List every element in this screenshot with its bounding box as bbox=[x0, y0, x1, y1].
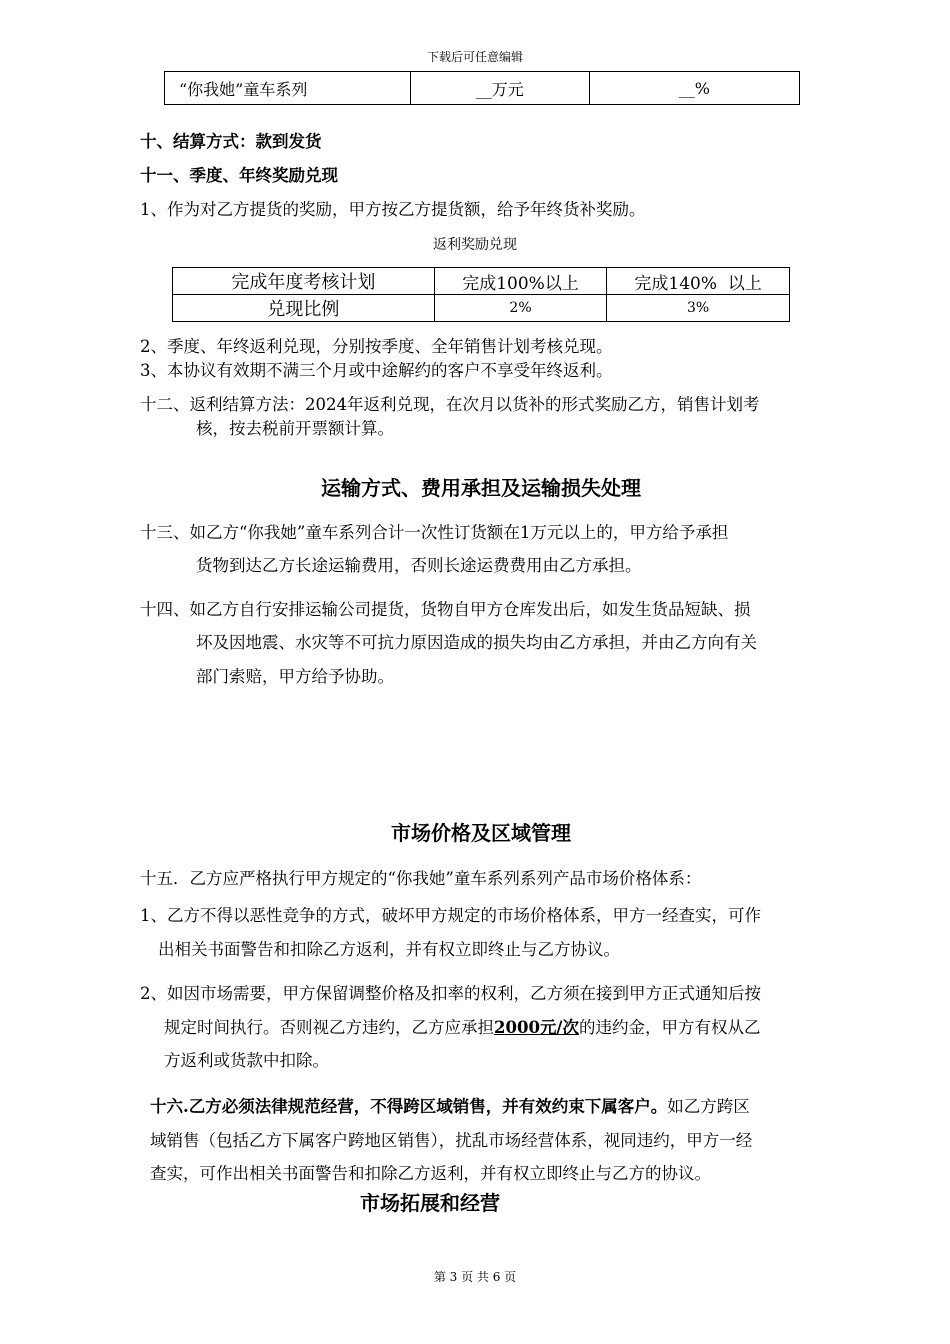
table-row bbox=[173, 268, 790, 295]
table-cell: 完成100%以上 bbox=[434, 268, 606, 295]
market-item-2-text-c: 的违约金，甲方有权从乙 bbox=[578, 1018, 761, 1037]
amount-cell: __万元 bbox=[410, 72, 589, 105]
section-13-line-2: 货物到达乙方长途运输费用，否则长途运费费用由乙方承担。 bbox=[196, 556, 642, 575]
section-11-item-1: 1、作为对乙方提货的奖励，甲方按乙方提货额，给予年终货补奖励。 bbox=[140, 200, 646, 219]
market-heading: 市场价格及区域管理 bbox=[391, 821, 571, 845]
product-cell: “你我她”童车系列 bbox=[165, 72, 411, 105]
section-11-item-3: 3、本协议有效期不满三个月或中途解约的客户不享受年终返利。 bbox=[140, 361, 613, 380]
section-13-line-1: 十三、如乙方“你我她”童车系列合计一次性订货额在1万元以上的，甲方给予承担 bbox=[140, 523, 729, 542]
market-item-1-line-1: 1、乙方不得以恶性竞争的方式，破坏甲方规定的市场价格体系，甲方一经查实，可作 bbox=[140, 906, 761, 925]
section-16-line-2: 域销售（包括乙方下属客户跨地区销售），扰乱市场经营体系，视同违约，甲方一经 bbox=[150, 1131, 753, 1150]
market-item-2-line-2 bbox=[164, 1014, 760, 1038]
table-cell: 完成140% 以上 bbox=[607, 268, 790, 295]
penalty-amount: 2000元/次 bbox=[494, 1018, 579, 1037]
section-16-bold: 十六.乙方必须法律规范经营，不得跨区域销售，并有效约束下属客户。 bbox=[150, 1097, 668, 1116]
header-note: 下载后可任意编辑 bbox=[426, 50, 523, 64]
market-item-2-line-3: 方返利或货款中扣除。 bbox=[164, 1051, 329, 1070]
section-15: 十五．乙方应严格执行甲方规定的“你我她”童车系列系列产品市场价格体系： bbox=[140, 869, 702, 888]
market-item-2-text-a: 规定时间执行。否则视乙方违约，乙方应承担 bbox=[164, 1018, 494, 1037]
page-number: 第 3 页 共 6 页 bbox=[433, 1270, 517, 1284]
table-row bbox=[165, 72, 800, 105]
percent-cell: __% bbox=[589, 72, 799, 105]
table-cell: 2% bbox=[434, 295, 606, 322]
section-14-line-1: 十四、如乙方自行安排运输公司提货，货物自甲方仓库发出后，如发生货品短缺、损 bbox=[140, 600, 751, 619]
section-12-line-1: 十二、返利结算方法：2024年返利兑现，在次月以货补的形式奖励乙方，销售计划考 bbox=[140, 395, 760, 414]
table-cell: 兑现比例 bbox=[173, 295, 435, 322]
transport-heading: 运输方式、费用承担及运输损失处理 bbox=[321, 476, 641, 500]
expansion-heading: 市场拓展和经营 bbox=[360, 1191, 500, 1215]
rebate-table-caption: 返利奖励兑现 bbox=[433, 237, 517, 253]
market-item-2-line-1: 2、如因市场需要，甲方保留调整价格及扣率的权利，乙方须在接到甲方正式通知后按 bbox=[140, 984, 761, 1003]
section-16-line-3: 查实，可作出相关书面警告和扣除乙方返利，并有权立即终止与乙方的协议。 bbox=[150, 1164, 711, 1183]
section-14-line-2: 坏及因地震、水灾等不可抗力原因造成的损失均由乙方承担，并由乙方向有关 bbox=[196, 633, 757, 652]
rebate-table bbox=[172, 267, 790, 322]
section-16-text: 如乙方跨区 bbox=[667, 1097, 750, 1116]
section-11-item-2: 2、季度、年终返利兑现，分别按季度、全年销售计划考核兑现。 bbox=[140, 337, 613, 356]
table-cell: 3% bbox=[607, 295, 790, 322]
section-10-heading: 十、结算方式：款到发货 bbox=[140, 132, 322, 151]
product-sales-table bbox=[164, 71, 800, 105]
market-item-1-line-2: 出相关书面警告和扣除乙方返利，并有权立即终止与乙方协议。 bbox=[158, 940, 620, 959]
table-cell: 完成年度考核计划 bbox=[173, 268, 435, 295]
section-16-line-1 bbox=[150, 1093, 750, 1117]
section-11-heading: 十一、季度、年终奖励兑现 bbox=[140, 166, 338, 185]
table-row bbox=[173, 295, 790, 322]
section-14-line-3: 部门索赔，甲方给予协助。 bbox=[196, 667, 394, 686]
section-12-line-2: 核，按去税前开票额计算。 bbox=[196, 419, 394, 438]
